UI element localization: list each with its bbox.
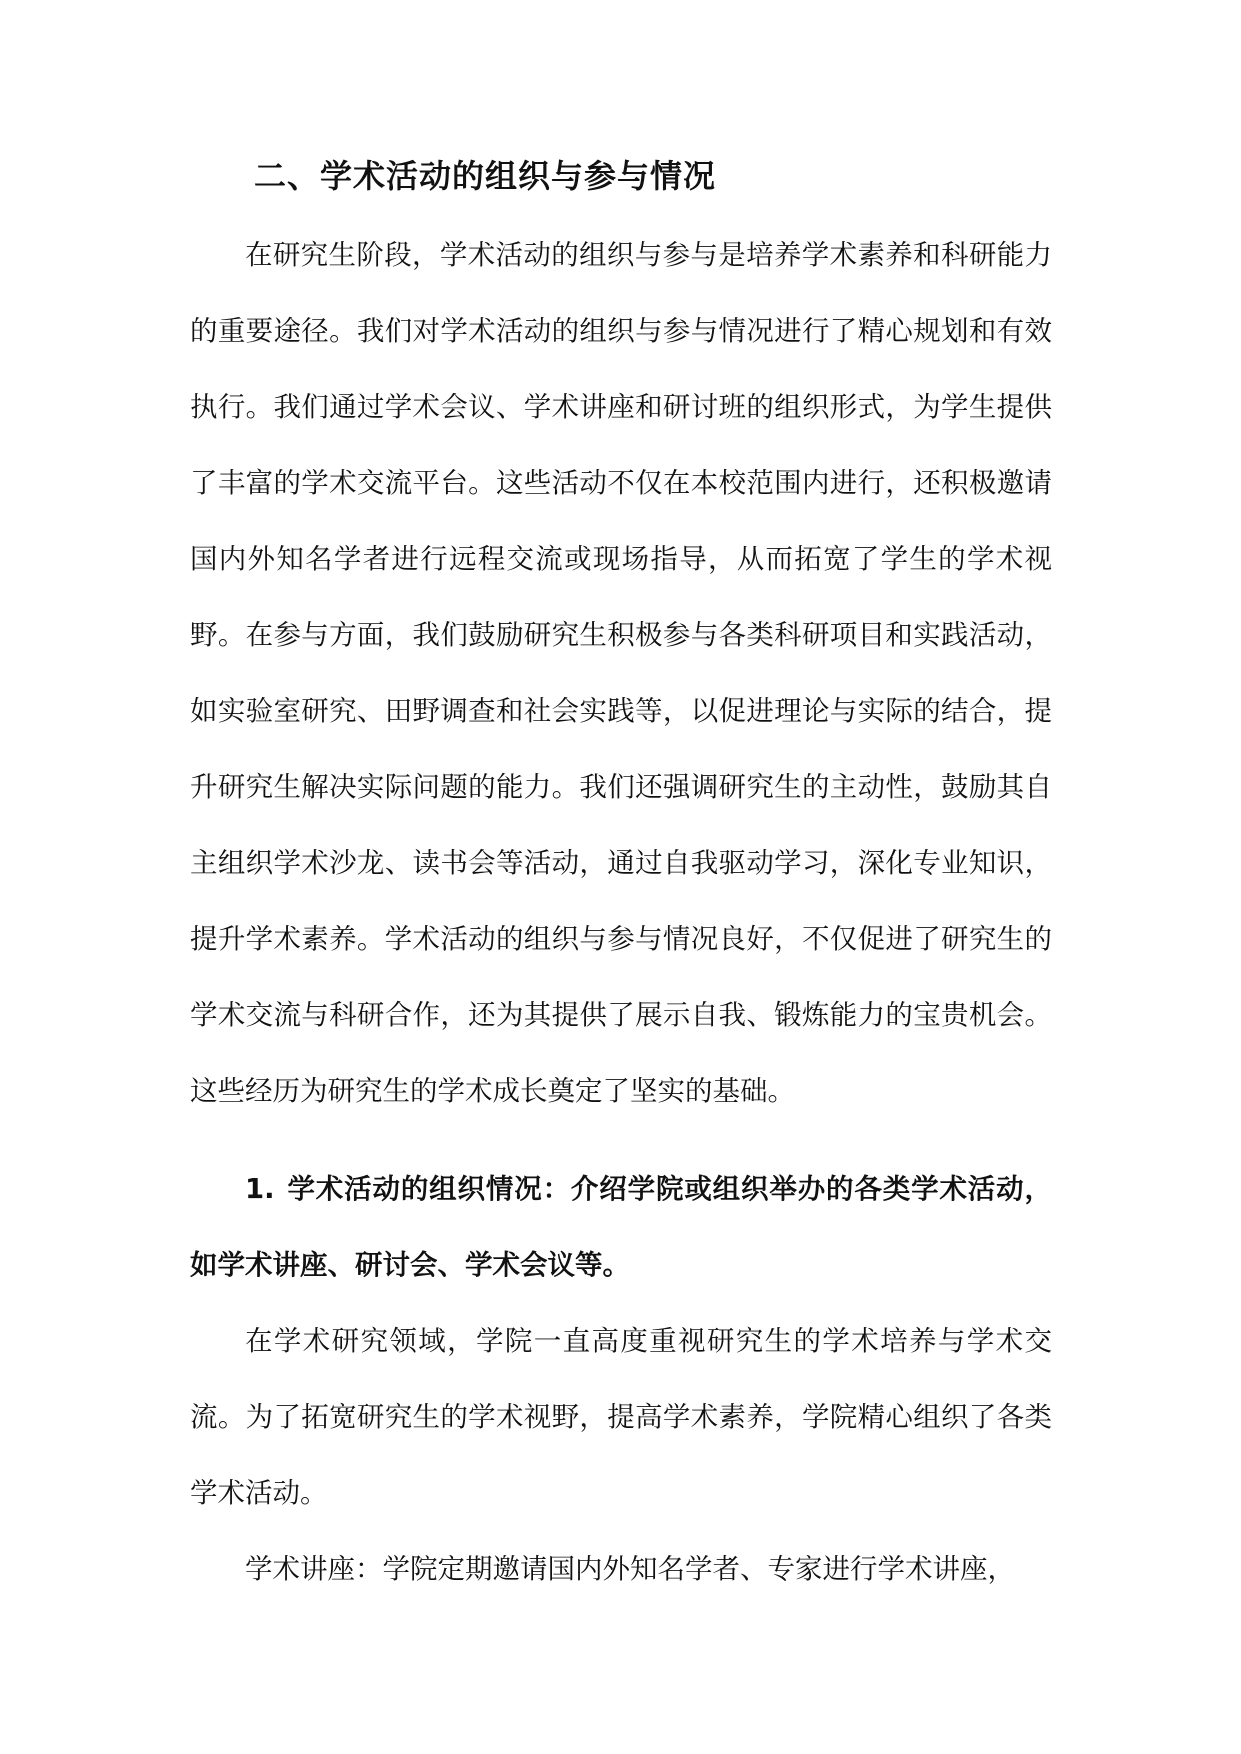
subsection-heading bbox=[190, 1151, 1052, 1303]
lectures-paragraph: 学术讲座：学院定期邀请国内外知名学者、专家进行学术讲座， bbox=[245, 1553, 1015, 1585]
page-content bbox=[190, 145, 1052, 1607]
subsection-title: 学术活动的组织情况：介绍学院或组织举办的各类学术活动，如学术讲座、研讨会、学术会议等。 bbox=[190, 1173, 1052, 1281]
intro-paragraph: 在研究生阶段，学术活动的组织与参与是培养学术素养和科研能力的重要途径。我们对学术活动的组织与参与情况进行了精心规划和有效执行。我们通过学术会议、学术讲座和研讨班的组织形式，为学生提供了丰富的学术交流平台。这些活动不仅在本校范围内进行，还积极邀请国内外知名学者进行远程交流或现场指导，从而拓宽了学生的学术视野。在参与方面，我们鼓励研究生积极参与各类科研项目和实践活动，如实验室研究、田野调查和社会实践等，以促进理论与实际的结合，提升研究生解决实际问题的能力。我们还强调研究生的主动性，鼓励其自主组织学术沙龙、读书会等活动，通过自我驱动学习，深化专业知识，提升学术素养。学术活动的组织与参与情况良好，不仅促进了研究生的学术交流与科研合作，还为其提供了展示自我、锻炼能力的宝贵机会。这些经历为研究生的学术成长奠定了坚实的基础。 bbox=[190, 239, 1052, 1107]
section-title: 二、学术活动的组织与参与情况 bbox=[254, 157, 717, 195]
organization-paragraph: 在学术研究领域，学院一直高度重视研究生的学术培养与学术交流。为了拓宽研究生的学术视野，提高学术素养，学院精心组织了各类学术活动。 bbox=[190, 1325, 1052, 1509]
subsection-number: 1. bbox=[245, 1173, 275, 1205]
